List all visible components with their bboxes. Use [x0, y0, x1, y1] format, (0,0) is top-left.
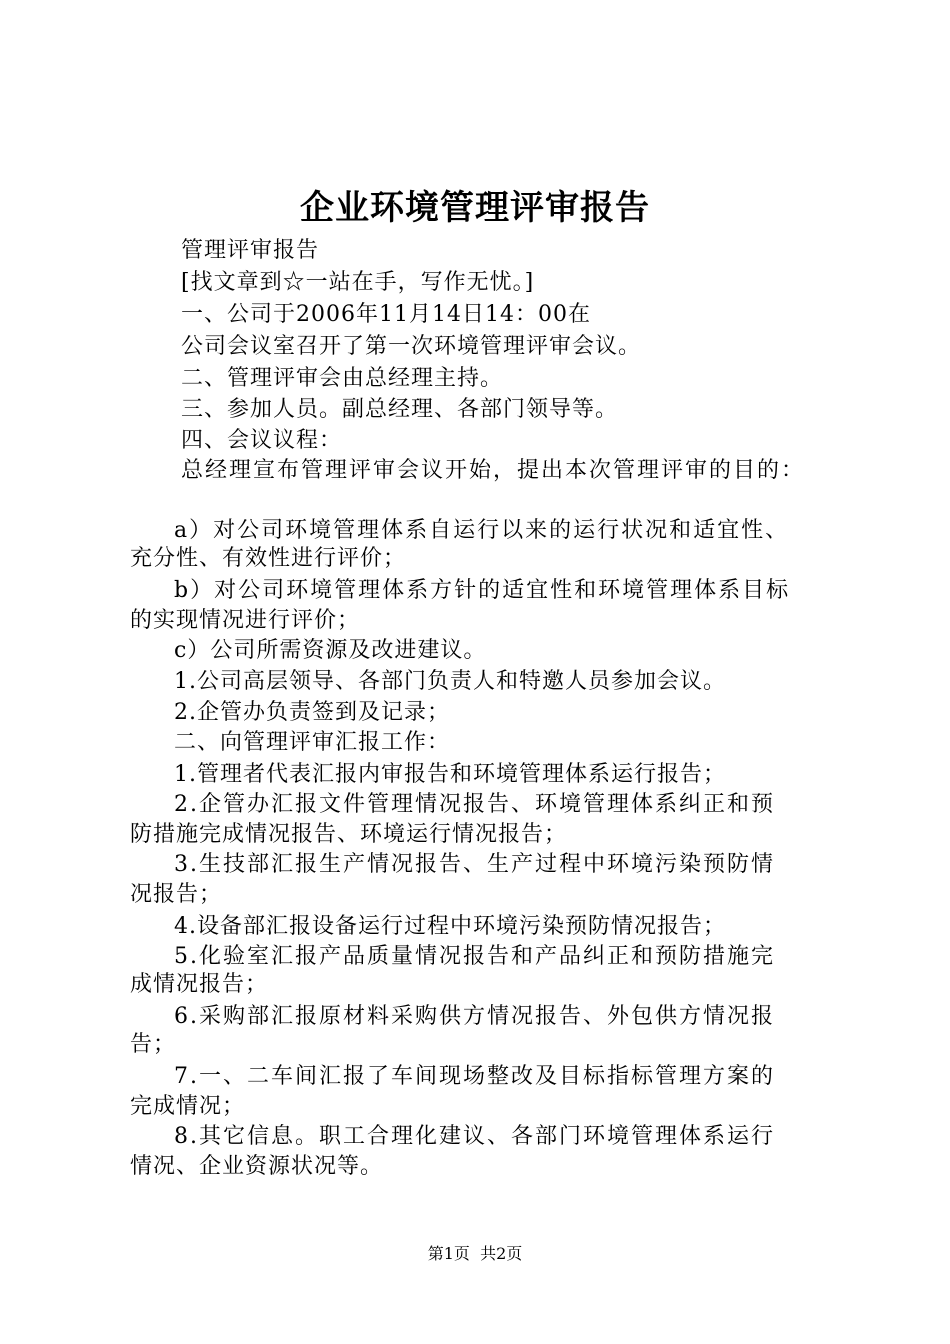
body-line: 告； — [130, 1032, 177, 1057]
body-line: 2.企管办汇报文件管理情况报告、环境管理体系纠正和预 — [174, 792, 775, 817]
body-line: 5.化验室汇报产品质量情况报告和产品纠正和预防措施完 — [174, 944, 775, 969]
body-line: 2.企管办负责签到及记录； — [174, 700, 450, 725]
body-line: 3.生技部汇报生产情况报告、生产过程中环境污染预防情 — [174, 852, 775, 877]
body-line: 1.公司高层领导、各部门负责人和特邀人员参加会议。 — [174, 669, 726, 694]
body-line: 总经理宣布管理评审会议开始，提出本次管理评审的目的： — [181, 458, 806, 483]
body-line: 成情况报告； — [130, 972, 269, 997]
body-line: 1.管理者代表汇报内审报告和环境管理体系运行报告； — [174, 762, 726, 787]
body-line: 充分性、有效性进行评价； — [130, 546, 407, 571]
body-line: 情况、企业资源状况等。 — [130, 1154, 384, 1179]
body-line: 二、管理评审会由总经理主持。 — [181, 366, 504, 391]
body-line: 三、参加人员。副总经理、各部门领导等。 — [181, 397, 619, 422]
body-line: 8.其它信息。职工合理化建议、各部门环境管理体系运行 — [174, 1124, 775, 1149]
page-footer: 第1页 共2页 — [427, 1244, 523, 1263]
body-line: 公司会议室召开了第一次环境管理评审会议。 — [181, 334, 642, 359]
body-line: 防措施完成情况报告、环境运行情况报告； — [130, 822, 568, 847]
body-line: 管理评审报告 — [181, 238, 320, 263]
body-line: 4.设备部汇报设备运行过程中环境污染预防情况报告； — [174, 914, 726, 939]
body-line: 二、向管理评审汇报工作： — [174, 730, 451, 755]
body-line: c）公司所需资源及改进建议。 — [174, 638, 487, 663]
page-title: 企业环境管理评审报告 — [300, 188, 650, 228]
body-line: 一、公司于2006年11月14日14：00在 — [181, 302, 591, 327]
body-line: 6.采购部汇报原材料采购供方情况报告、外包供方情况报 — [174, 1004, 775, 1029]
body-line: 况报告； — [130, 882, 223, 907]
body-line: 完成情况； — [130, 1094, 246, 1119]
body-line: 7.一、二车间汇报了车间现场整改及目标指标管理方案的 — [174, 1064, 775, 1089]
body-line: 的实现情况进行评价； — [130, 608, 361, 633]
body-line: [找文章到☆一站在手，写作无忧。] — [181, 270, 535, 295]
body-line: a）对公司环境管理体系自运行以来的运行状况和适宜性、 — [174, 518, 790, 543]
body-line: b）对公司环境管理体系方针的适宜性和环境管理体系目标 — [174, 578, 791, 603]
body-line: 四、会议议程： — [181, 428, 343, 453]
